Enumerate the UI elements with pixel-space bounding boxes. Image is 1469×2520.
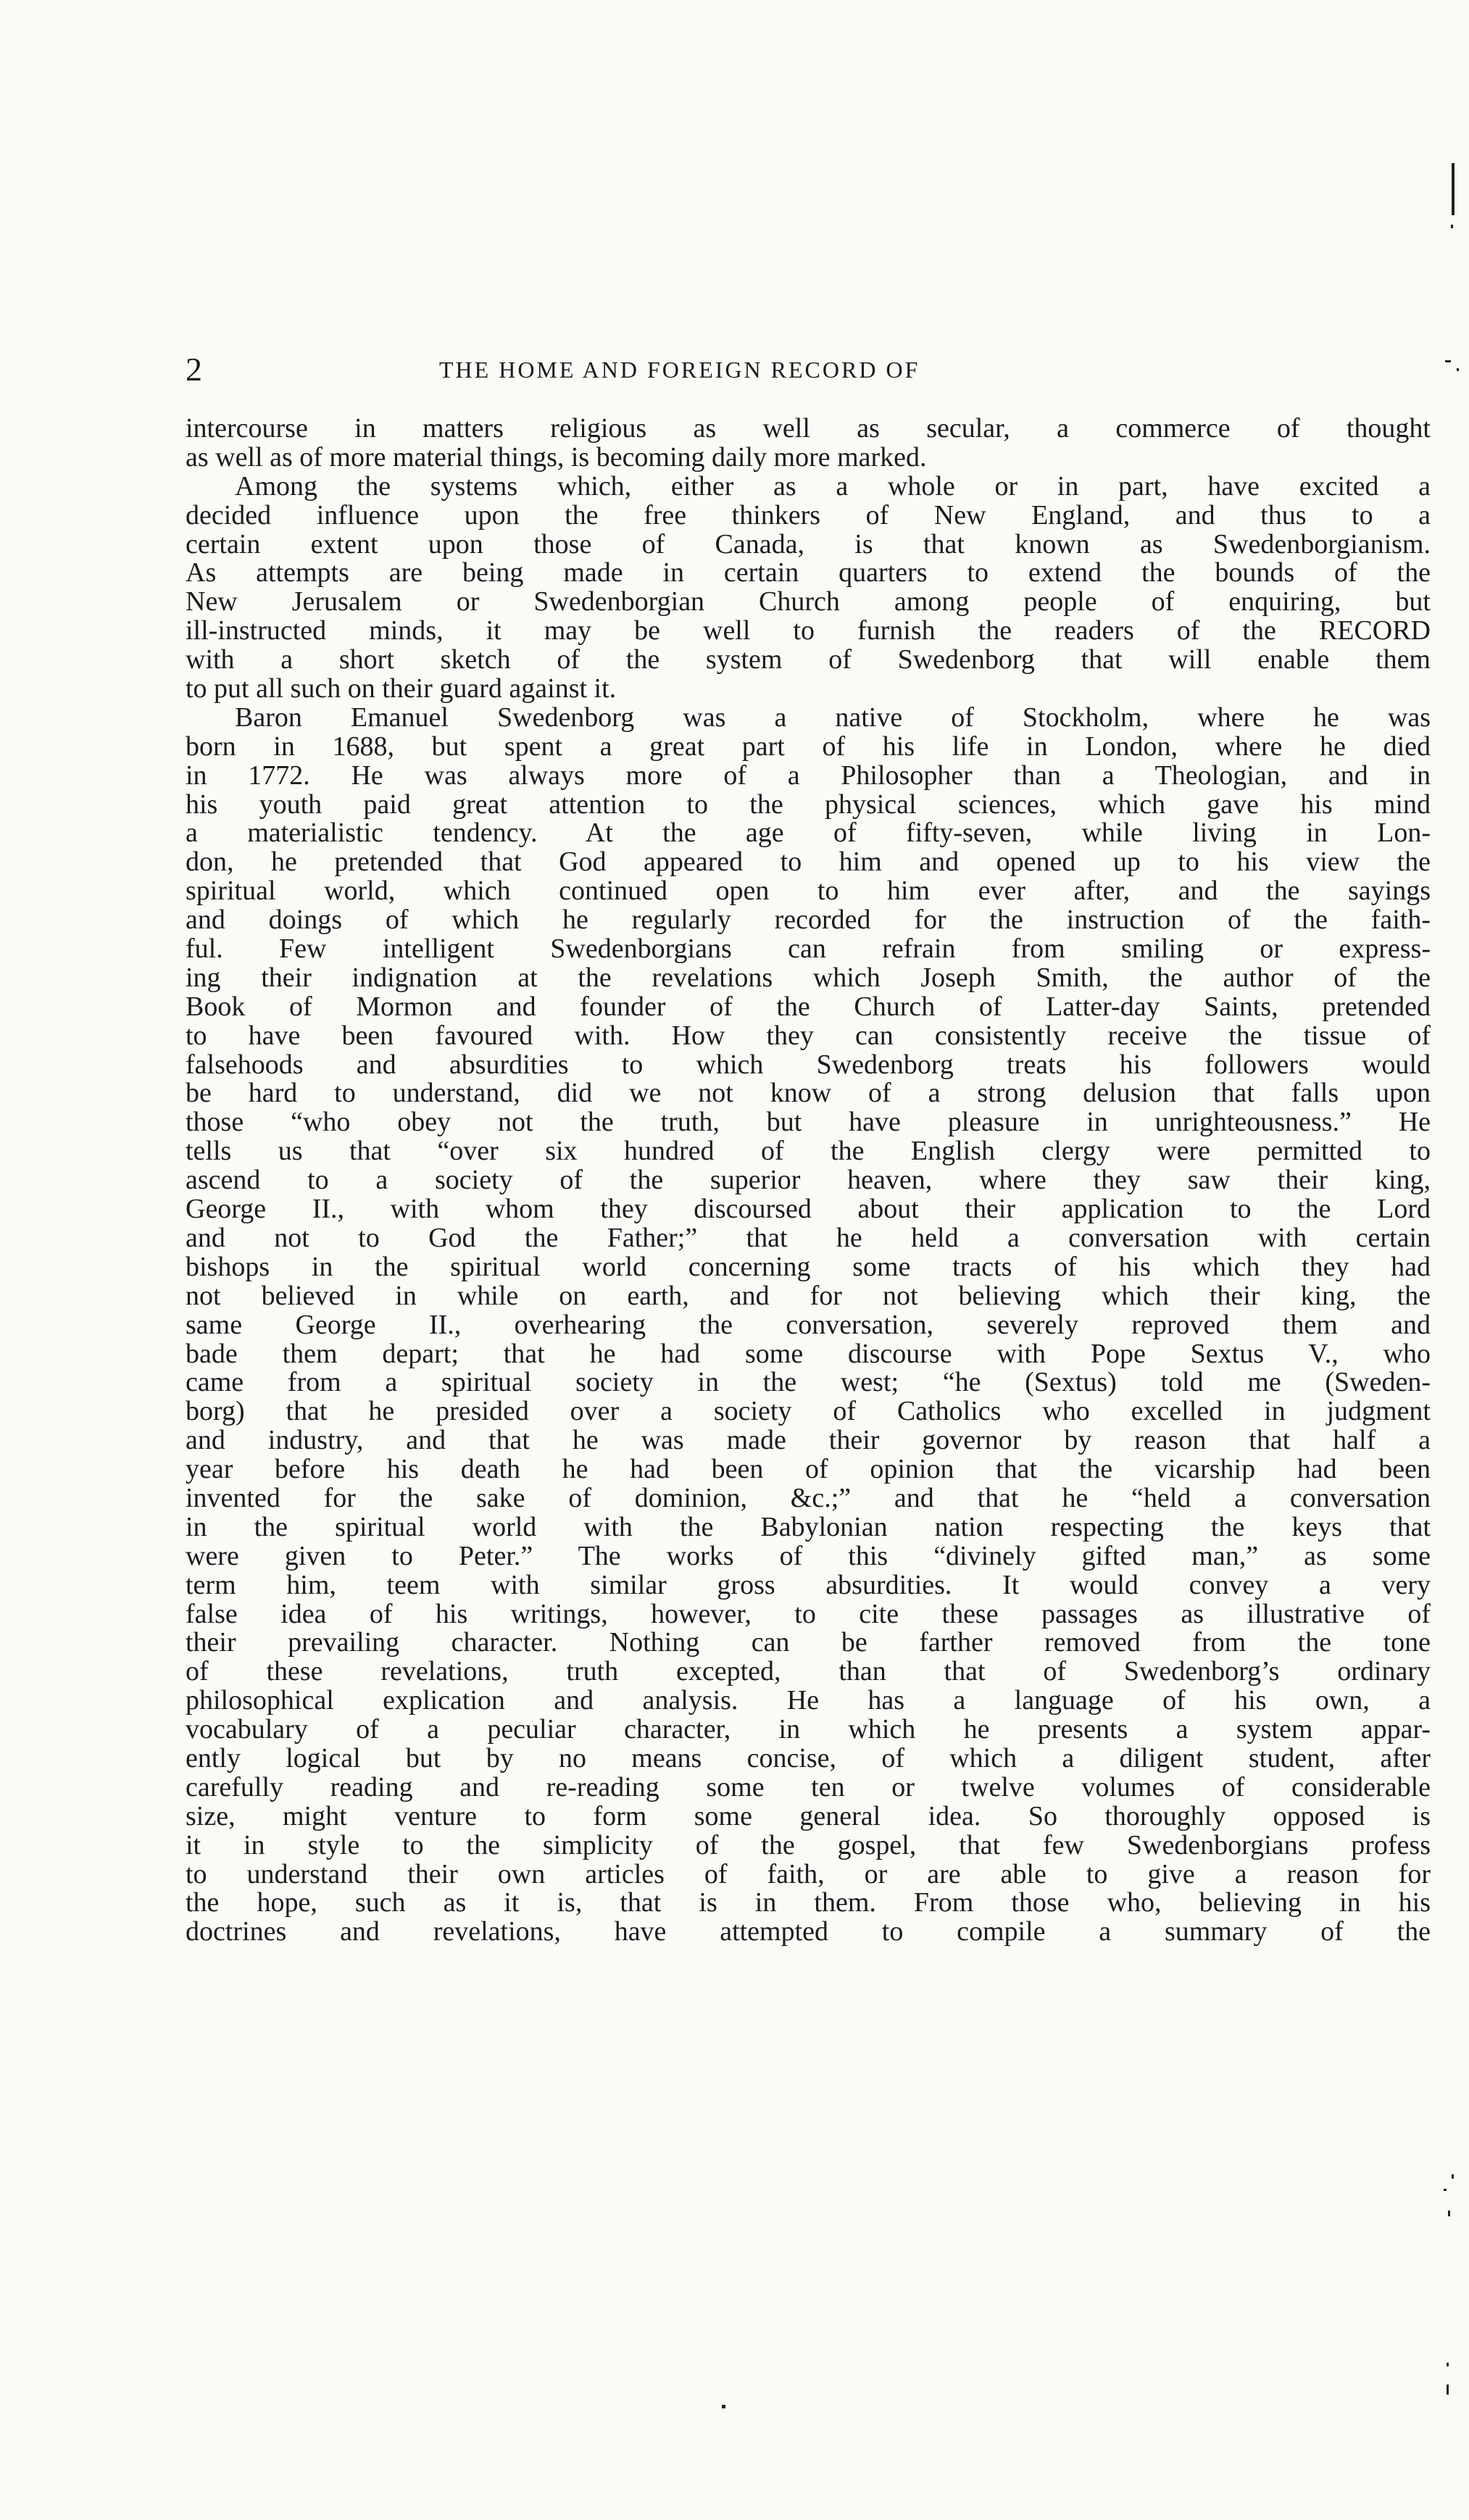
scan-mark bbox=[1457, 368, 1459, 371]
page-header bbox=[186, 348, 1418, 391]
text-line: doctrines and revelations, have attempted to compile a summary of the bbox=[186, 1918, 1431, 1947]
text-line: the hope, such as it is, that is in them. From those who, believing in his bbox=[186, 1889, 1431, 1918]
text-line: ently logical but by no means concise, of which a diligent student, after bbox=[186, 1744, 1431, 1773]
text-line: to put all such on their guard against it. bbox=[186, 675, 617, 704]
scan-mark bbox=[1451, 225, 1453, 228]
scan-mark bbox=[1448, 2211, 1450, 2216]
scan-mark bbox=[1445, 360, 1451, 362]
page-number: 2 bbox=[186, 351, 202, 388]
article-body bbox=[186, 415, 1431, 1947]
text-line: a materialistic tendency. At the age of fifty-seven, while living in Lon- bbox=[186, 819, 1431, 849]
text-line: their prevailing character. Nothing can be farther removed from the tone bbox=[186, 1629, 1431, 1658]
text-line: Book of Mormon and founder of the Church of Latter-day Saints, pretended bbox=[186, 992, 1431, 1022]
text-line: were given to Peter.” The works of this “divinely gifted man,” as some bbox=[186, 1542, 1431, 1571]
text-line: certain extent upon those of Canada, is that known as Swedenborgianism. bbox=[186, 530, 1431, 560]
text-line: it in style to the simplicity of the gospel, that few Swedenborgians profess bbox=[186, 1831, 1431, 1860]
text-line: born in 1688, but spent a great part of his life in London, where he died bbox=[186, 732, 1431, 762]
text-line: came from a spiritual society in the west; “he (Sextus) told me (Sweden- bbox=[186, 1368, 1431, 1398]
text-line: Among the systems which, either as a whole or in part, have excited a bbox=[235, 472, 1431, 502]
text-line: invented for the sake of dominion, &c.;” and that he “held a conversation bbox=[186, 1484, 1431, 1513]
text-line: size, might venture to form some general idea. So thoroughly opposed is bbox=[186, 1802, 1431, 1831]
text-line: and doings of which he regularly recorded for the instruction of the faith- bbox=[186, 906, 1431, 936]
text-line: bishops in the spiritual world concerning some tracts of his which they had bbox=[186, 1252, 1431, 1282]
text-line: in the spiritual world with the Babylonian nation respecting the keys that bbox=[186, 1513, 1431, 1542]
text-line: borg) that he presided over a society of Catholics who excelled in judgment bbox=[186, 1397, 1431, 1427]
text-line: don, he pretended that God appeared to him and opened up to his view the bbox=[186, 848, 1431, 878]
text-line: George II., with whom they discoursed about their application to the Lord bbox=[186, 1195, 1431, 1224]
text-line: spiritual world, which continued open to him ever after, and the sayings bbox=[186, 877, 1431, 907]
text-line: bade them depart; that he had some discourse with Pope Sextus V., who bbox=[186, 1339, 1431, 1369]
scan-mark bbox=[1452, 2174, 1454, 2179]
scan-mark bbox=[722, 2405, 725, 2408]
text-line: year before his death he had been of opinion that the vicarship had been bbox=[186, 1455, 1431, 1484]
text-line: carefully reading and re-reading some ten or twelve volumes of considerable bbox=[186, 1773, 1431, 1802]
text-line: same George II., overhearing the conversation, severely reproved them and bbox=[186, 1310, 1431, 1340]
text-line: vocabulary of a peculiar character, in which he presents a system appar- bbox=[186, 1716, 1431, 1745]
text-line: those “who obey not the truth, but have pleasure in unrighteousness.” He bbox=[186, 1108, 1431, 1138]
text-line: falsehoods and absurdities to which Swedenborg treats his followers would bbox=[186, 1050, 1431, 1080]
text-line: ing their indignation at the revelations which Joseph Smith, the author of the bbox=[186, 963, 1431, 993]
running-head: THE HOME AND FOREIGN RECORD OF bbox=[439, 357, 920, 383]
scan-mark bbox=[1447, 2363, 1449, 2366]
text-line: not believed in while on earth, and for not believing which their king, the bbox=[186, 1281, 1431, 1311]
text-line: as well as of more material things, is becoming daily more marked. bbox=[186, 443, 927, 473]
text-line: New Jerusalem or Swedenborgian Church among people of enquiring, but bbox=[186, 588, 1431, 617]
text-line: false idea of his writings, however, to cite these passages as illustrative of bbox=[186, 1600, 1431, 1629]
text-line: As attempts are being made in certain quarters to extend the bounds of the bbox=[186, 559, 1431, 589]
text-line: in 1772. He was always more of a Philosopher than a Theologian, and in bbox=[186, 761, 1431, 791]
text-line: and not to God the Father;” that he held a conversation with certain bbox=[186, 1223, 1431, 1253]
scan-mark bbox=[1447, 2384, 1449, 2395]
text-line: to have been favoured with. How they can consistently receive the tissue of bbox=[186, 1021, 1431, 1051]
text-line: ascend to a society of the superior heaven, where they saw their king, bbox=[186, 1166, 1431, 1196]
text-line: ill-instructed minds, it may be well to furnish the readers of the RECORD bbox=[186, 617, 1431, 646]
text-line: his youth paid great attention to the physical sciences, which gave his mind bbox=[186, 790, 1431, 820]
text-line: ful. Few intelligent Swedenborgians can refrain from smiling or express- bbox=[186, 935, 1431, 964]
text-line: term him, teem with similar gross absurdities. It would convey a very bbox=[186, 1571, 1431, 1600]
scan-mark bbox=[1444, 2189, 1447, 2191]
text-line: of these revelations, truth excepted, than that of Swedenborg’s ordinary bbox=[186, 1658, 1431, 1687]
text-line: tells us that “over six hundred of the English clergy were permitted to bbox=[186, 1137, 1431, 1167]
text-line: decided influence upon the free thinkers of New England, and thus to a bbox=[186, 501, 1431, 531]
text-line: be hard to understand, did we not know of a strong delusion that falls upon bbox=[186, 1079, 1431, 1109]
text-line: to understand their own articles of faith, or are able to give a reason for bbox=[186, 1860, 1431, 1889]
text-line: Baron Emanuel Swedenborg was a native of Stockholm, where he was bbox=[235, 703, 1431, 733]
scan-mark bbox=[1452, 163, 1455, 215]
text-line: with a short sketch of the system of Swedenborg that will enable them bbox=[186, 646, 1431, 675]
text-line: intercourse in matters religious as well as secular, a commerce of thought bbox=[186, 415, 1431, 444]
text-line: philosophical explication and analysis. He has a language of his own, a bbox=[186, 1687, 1431, 1716]
text-line: and industry, and that he was made their governor by reason that half a bbox=[186, 1426, 1431, 1456]
